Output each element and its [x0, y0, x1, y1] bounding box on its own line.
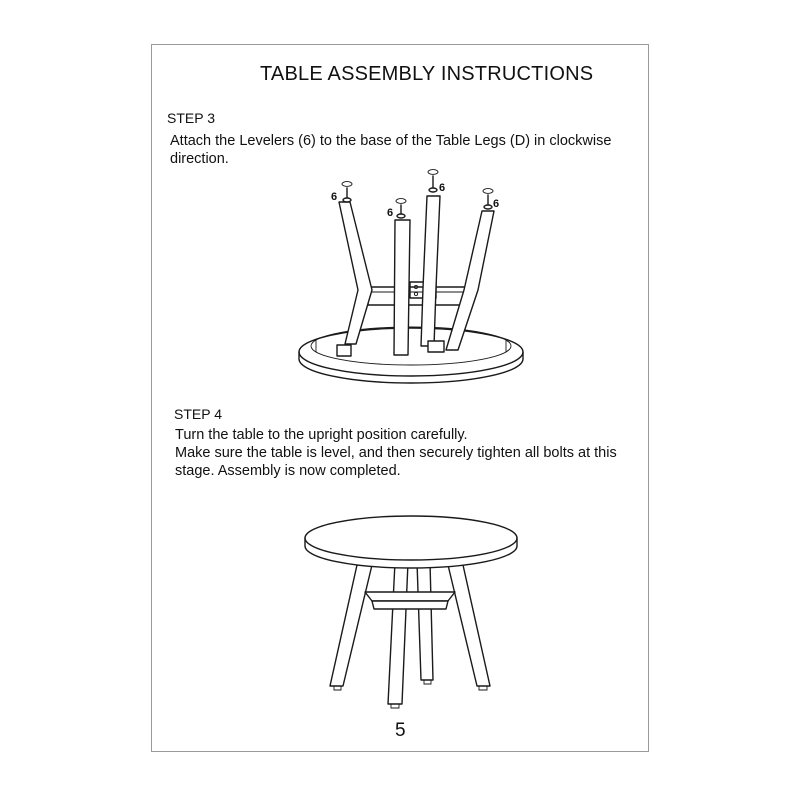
assembled-shelf [365, 592, 455, 609]
page-title: TABLE ASSEMBLY INSTRUCTIONS [260, 63, 594, 85]
step4-instruction-line2: Make sure the table is level, and then securely tighten all bolts at this [175, 445, 617, 461]
assembled-legs [330, 562, 490, 708]
page-number: 5 [395, 720, 406, 741]
step3-heading: STEP 3 [167, 110, 215, 126]
step3-instruction-line2: direction. [170, 151, 229, 167]
leveler-label: 6 [439, 182, 446, 194]
leveler-label: 6 [387, 207, 394, 219]
leveler-label: 6 [331, 191, 338, 203]
assembled-table-top [305, 516, 517, 568]
step4-instruction-line1: Turn the table to the upright position carefully. [175, 427, 468, 443]
leveler-label: 6 [493, 198, 500, 210]
step4-heading: STEP 4 [174, 406, 222, 422]
step4-instruction-line3: stage. Assembly is now completed. [175, 463, 401, 479]
step3-instruction-line1: Attach the Levelers (6) to the base of the Table Legs (D) in clockwise [170, 133, 612, 149]
